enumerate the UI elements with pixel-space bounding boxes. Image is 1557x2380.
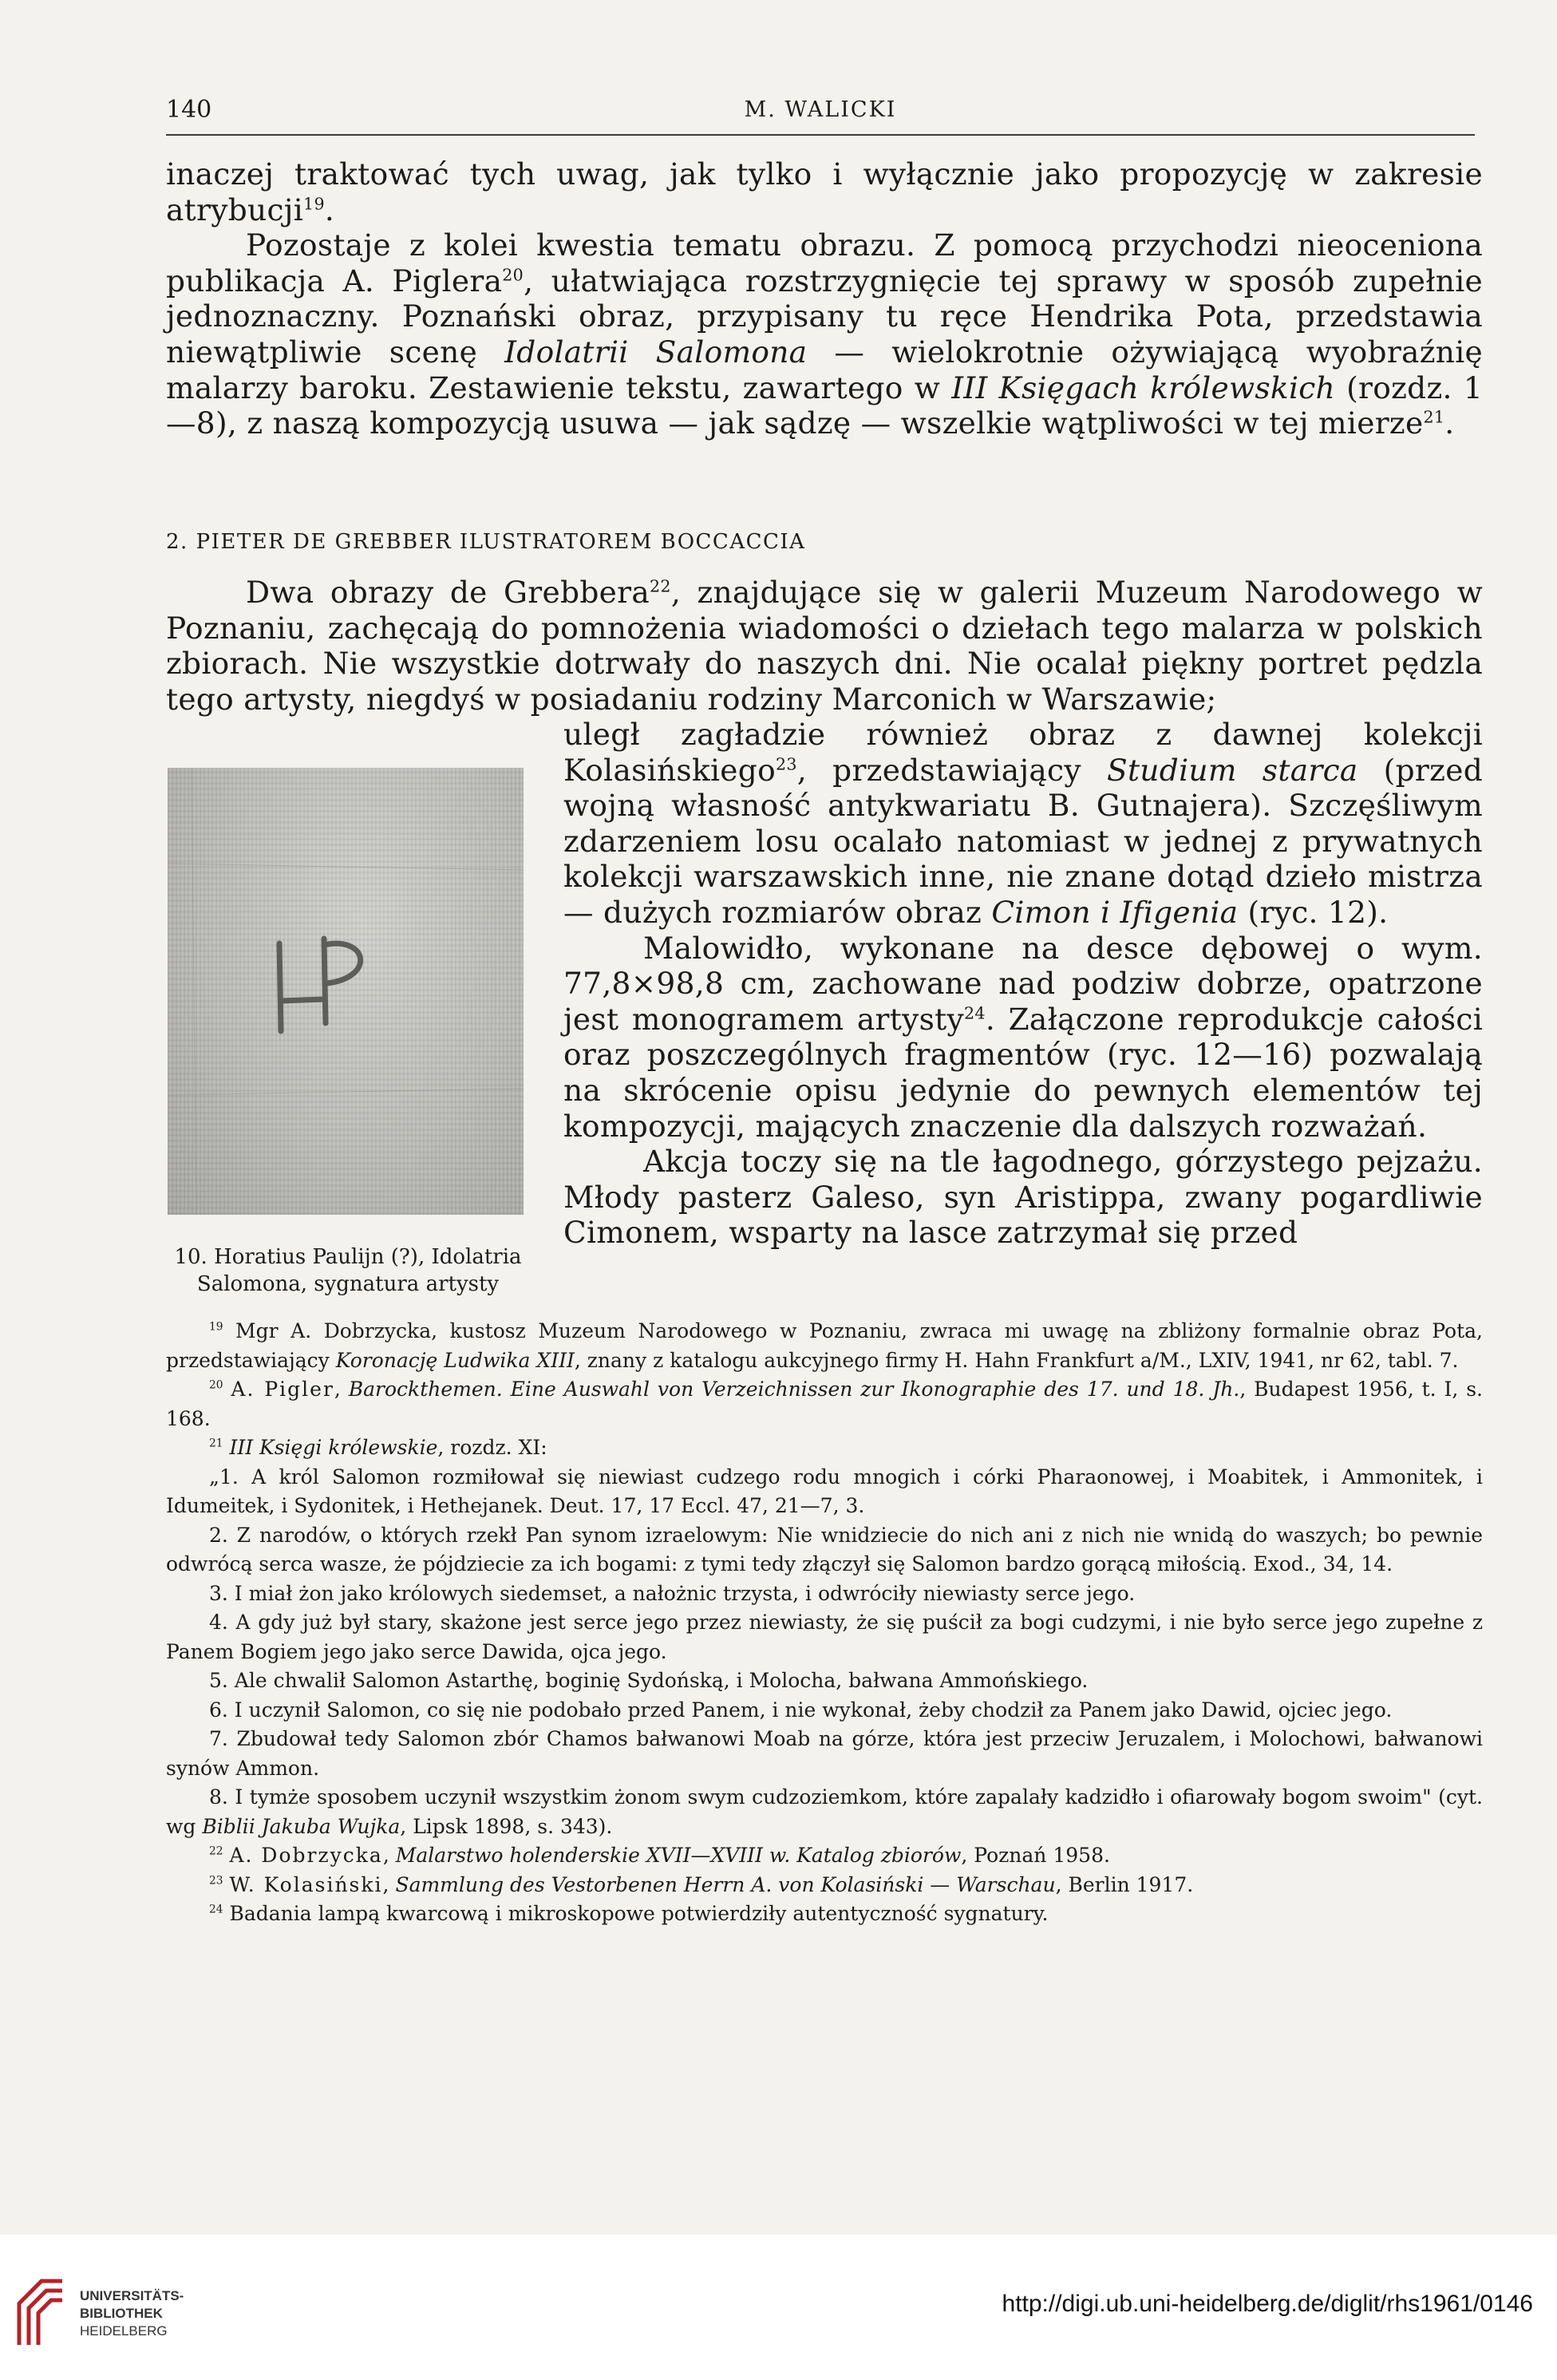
footnote-ref: 22 [650, 576, 671, 596]
section-paragraph: Dwa obrazy de Grebbera$^{22}$, znajdujące się w galerii Muzeum Narodowego w Poznaniu, zachęcają do pomnożenia wiadomości o dziełach tego malarza w polskich zbiorach. Nie wszystkie dotrwały do naszych dni. Nie ocalał piękny portret pędzla tego artysty, niegdyś w posiadaniu rodziny Marconich w Warszawie; [166, 575, 1483, 717]
figure-caption: 10. Horatius Paulijn (?), Idolatria Salomona, sygnatura artysty [174, 1245, 522, 1296]
library-logo-icon [14, 2276, 65, 2346]
paragraph: Pozostaje z kolei kwestia tematu obrazu. Z pomocą przychodzi nieoceniona publikacja A. Piglera$^{20}$, ułatwiająca rozstrzygnięcie tej sprawy w sposób zupełnie jednoznaczny. Poznański obraz, przypisany tu ręce Hendrika Pota, przedstawia niewątpliwie scenę Idolatrii Salomona — wielokrotnie ożywiającą wyobraźnię malarzy baroku. Zestawienie tekstu, zawartego w III Księgach królewskich (rozdz. 1—8), z naszą kompozycją usuwa — jak sądzę — wszelkie wątpliwości w tej mierze$^{21}$. [166, 227, 1484, 441]
footnote-22: $^{22}$ A. Dobrzycka, Malarstwo holenderskie XVII—XVIII w. Katalog zbiorów, Poznań 1958. [209, 1844, 1110, 1867]
footnote-ref: 20 [502, 265, 524, 285]
paragraph: Malowidło, wykonane na desce dębowej o wym. 77,8×98,8 cm, zachowane nad podziw dobrze, opatrzone jest monogramem artysty$^{24}$. Załączone reprodukcje całości oraz poszczególnych fragmentów (ryc. 12—16) pozwalają na skrócenie opisu jedynie do pewnych elementów tej kompozycji, mających znaczenie dla dalszych rozważań. [563, 930, 1483, 1144]
footnote-ref: 19 [303, 194, 325, 214]
bible-verse: 6. I uczynił Salomon, co się nie podobało przed Panem, i nie wykonał, żeby chodził za Panem jako Dawid, ojciec jego. [209, 1698, 1393, 1722]
wrapped-text-column [563, 717, 1483, 1251]
bible-verse: 7. Zbudował tedy Salomon zbór Chamos bałwanowi Moab na górze, która jest przeciw Jeruzalem, i Molochowi, bałwanowi synów Ammon. [166, 1727, 1483, 1780]
figure-monogram-photo [168, 768, 524, 1215]
footnote-23: $^{23}$ W. Kolasiński, Sammlung des Vestorbenen Herrn A. von Kolasiński — Warschau, Berlin 1917. [209, 1872, 1194, 1896]
paragraph: Akcja toczy się na tle łagodnego, górzystego pejzażu. Młody pasterz Galeso, syn Aristippa, zwany pogardliwie Cimonem, wsparty na lasce zatrzymał się przed [563, 1144, 1483, 1251]
library-name: UNIVERSITÄTS- BIBLIOTHEK HEIDELBERG [80, 2288, 184, 2338]
bible-verse: „1. A król Salomon rozmiłował się niewiast cudzego rodu mnogich i córki Pharaonowej, i Moabitek, i Ammonitek, i Idumeitek, i Sydonitek, i Hethejanek. Deut. 17, 17 Eccl. 47, 21—7, 3. [166, 1465, 1483, 1517]
running-header [166, 89, 1475, 136]
footnotes [166, 1317, 1483, 1929]
footnote-ref: 24 [964, 1003, 986, 1023]
footnote-19: $^{19}$ Mgr A. Dobrzycka, kustosz Muzeum Narodowego w Poznaniu, zwraca mi uwagę na zbliżony formalnie obraz Pota, przedstawiający Koronację Ludwika XIII, znany z katalogu aukcyjnego firmy H. Hahn Frankfurt a/M., LXIV, 1941, nr 62, tabl. 7. [166, 1319, 1483, 1372]
footnote-ref: 23 [775, 754, 797, 774]
intro-text [166, 156, 1483, 441]
page-number: 140 [166, 96, 212, 124]
footnote-20: $^{20}$ A. Pigler, Barockthemen. Eine Auswahl von Verzeichnissen zur Ikonographie des 17. und 18. Jh., Budapest 1956, t. I, s. 168. [166, 1378, 1484, 1430]
footnote-21: $^{21}$ III Księgi królewskie, rozdz. XI: [209, 1436, 547, 1459]
bible-verse: 2. Z narodów, o których rzekł Pan synom izraelowym: Nie wnidziecie do nich ani z nich nie wnidą do waszych; bo pewnie odwrócą serca wasze, że pójdziecie za ich bogami: z tymi tedy złączył się Salomon bardzo gorącą miłością. Exod., 34, 14. [166, 1523, 1483, 1575]
bible-verse: 4. A gdy już był stary, skażone jest serce jego przez niewiasty, że się puścił za bogi cudzymi, i nie było serce jego zupełne z Panem Bogiem jego jako serce Dawida, ojca jego. [166, 1611, 1483, 1663]
section-heading: 2. PIETER DE GREBBER ILUSTRATOREM BOCCACCIA [166, 530, 806, 554]
paragraph: inaczej traktować tych uwag, jak tylko i wyłącznie jako propozycję w zakresie atrybucji$^{19}$. [166, 156, 1483, 227]
digitization-footer [0, 2235, 1557, 2380]
source-url-link[interactable]: http://digi.ub.uni-heidelberg.de/diglit/rhs1961/0146 [1002, 2291, 1533, 2317]
running-head-author: M. WALICKI [744, 97, 897, 122]
monogram-hp-icon [168, 768, 524, 1215]
paragraph: uległ zagładzie również obraz z dawnej kolekcji Kolasińskiego$^{23}$, przedstawiający Studium starca (przed wojną własność antykwariatu B. Gutnajera). Szczęśliwym zdarzeniem losu ocalało natomiast w jednej z prywatnych kolekcji warszawskich inne, nie znane dotąd dzieło mistrza — dużych rozmiarów obraz Cimon i Ifigenia (ryc. 12). [563, 717, 1484, 930]
footnote-24: $^{24}$ Badania lampą kwarcową i mikroskopowe potwierdziły autentyczność sygnatury. [209, 1902, 1049, 1925]
bible-verse: 8. I tymże sposobem uczynił wszystkim żonom swym cudzoziemkom, które zapalały kadzidło i ofiarowały bogom swoim" (cyt. wg Biblii Jakuba Wujka, Lipsk 1898, s. 343). [166, 1785, 1483, 1838]
bible-verse: 5. Ale chwalił Salomon Astarthę, boginię Sydońską, i Molocha, bałwana Ammońskiego. [209, 1669, 1089, 1692]
footnote-ref: 21 [1423, 407, 1445, 427]
bible-verse: 3. I miał żon jako królowych siedemset, a nałożnic trzysta, i odwróciły niewiasty serce jego. [209, 1581, 1136, 1605]
